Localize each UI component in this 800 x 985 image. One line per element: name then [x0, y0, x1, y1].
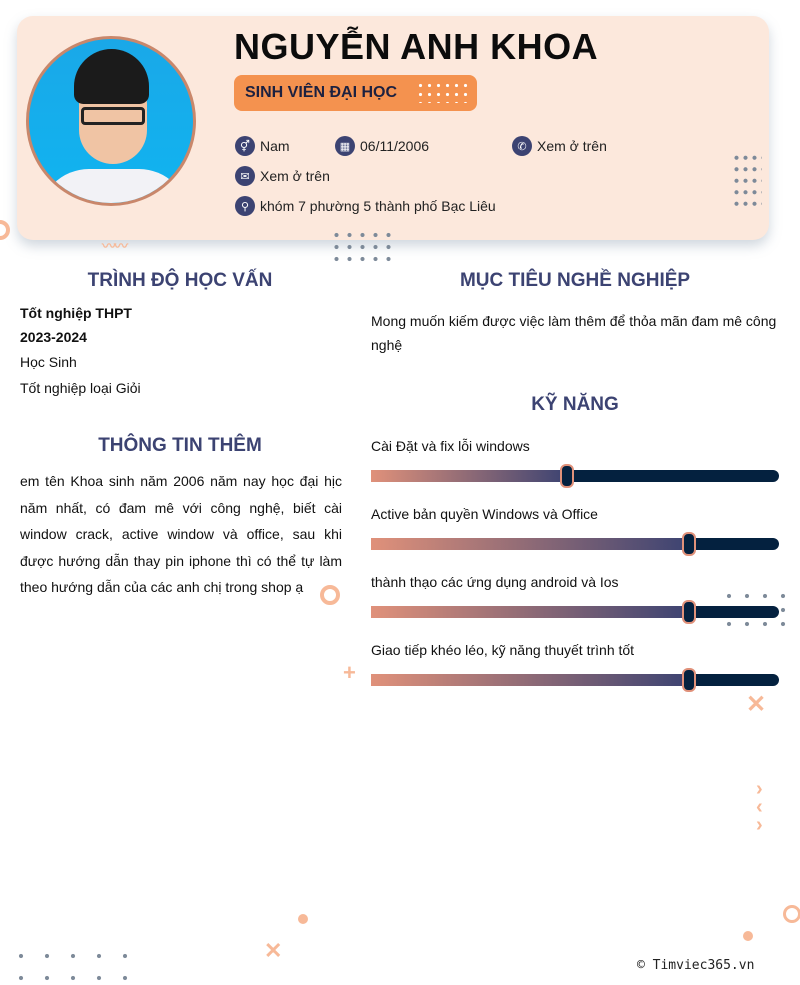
calendar-icon: ▦: [335, 136, 355, 156]
skill-level-knob: [682, 532, 696, 556]
skill-bar: [371, 606, 779, 618]
skill-level-knob: [682, 600, 696, 624]
education-note: Tốt nghiệp loại Giỏi: [20, 380, 141, 396]
skill-label: Active bản quyền Windows và Office: [371, 506, 598, 522]
cross-decoration: ✕: [746, 691, 767, 718]
skill-level-knob: [682, 668, 696, 692]
education-heading: TRÌNH ĐỘ HỌC VẤN: [87, 270, 273, 291]
circle-decoration: [783, 905, 800, 923]
gender-icon: ⚥: [235, 136, 255, 156]
plus-decoration: +: [343, 660, 356, 685]
candidate-name: NGUYỄN ANH KHOA: [234, 26, 599, 67]
address-info: ⚲ khóm 7 phường 5 thành phố Bạc Liêu: [235, 196, 496, 216]
skill-bar: [371, 674, 779, 686]
education-role: Học Sinh: [20, 354, 77, 370]
zigzag-decoration: 〰〰: [102, 238, 126, 254]
skill-bar-fill: [371, 606, 689, 618]
mail-icon: ✉: [235, 166, 255, 186]
skill-label: Giao tiếp khéo léo, kỹ năng thuyết trình tốt: [371, 642, 635, 658]
location-pin-icon: ⚲: [235, 196, 255, 216]
email-info: ✉ Xem ở trên: [235, 166, 330, 186]
skill-bar: [371, 538, 779, 550]
circle-decoration: [0, 220, 10, 240]
extra-info-heading: THÔNG TIN THÊM: [98, 435, 262, 456]
birthday-info: ▦ 06/11/2006: [335, 136, 429, 156]
skill-label: thành thạo các ứng dụng android và Ios: [371, 574, 619, 590]
job-title: SINH VIÊN ĐẠI HỌC: [245, 84, 398, 101]
zigzag-decoration: › ‹ ›: [756, 778, 763, 836]
skill-bar-fill: [371, 674, 689, 686]
dots-decoration: [8, 945, 132, 985]
title-badge: [234, 75, 477, 111]
dot-decoration: [298, 914, 308, 924]
education-years: 2023-2024: [20, 329, 87, 345]
gender-info: ⚥ Nam: [235, 136, 290, 156]
education-degree: Tốt nghiệp THPT: [20, 305, 132, 321]
skill-level-knob: [560, 464, 574, 488]
skill-bar: [371, 470, 779, 482]
phone-info: ✆ Xem ở trên: [512, 136, 607, 156]
dots-decoration: [416, 81, 468, 103]
skill-bar-fill: [371, 538, 689, 550]
skill-bar-fill: [371, 470, 567, 482]
dots-decoration: [732, 152, 762, 208]
dots-decoration: [330, 229, 394, 263]
skill-label: Cài Đặt và fix lỗi windows: [371, 438, 530, 454]
extra-info-text: em tên Khoa sinh năm 2006 năm nay học đại hịc năm nhất, có đam mê với công nghệ, biết cài window crack, active window và office, sau khi được hướng dẫn thay pin iphone thì có thể tự làm theo hướng dẫn của các anh chị trong shop ạ: [20, 473, 342, 595]
objective-heading: MỤC TIÊU NGHỀ NGHIỆP: [459, 270, 691, 291]
dot-decoration: [743, 931, 753, 941]
avatar: [26, 36, 196, 206]
objective-text: Mong muốn kiếm được việc làm thêm để thỏa mãn đam mê công nghệ: [371, 313, 777, 353]
footer-copyright: © Timviec365.vn: [637, 958, 755, 973]
cross-decoration: ✕: [264, 938, 283, 963]
skills-heading: KỸ NĂNG: [531, 394, 619, 415]
phone-icon: ✆: [512, 136, 532, 156]
